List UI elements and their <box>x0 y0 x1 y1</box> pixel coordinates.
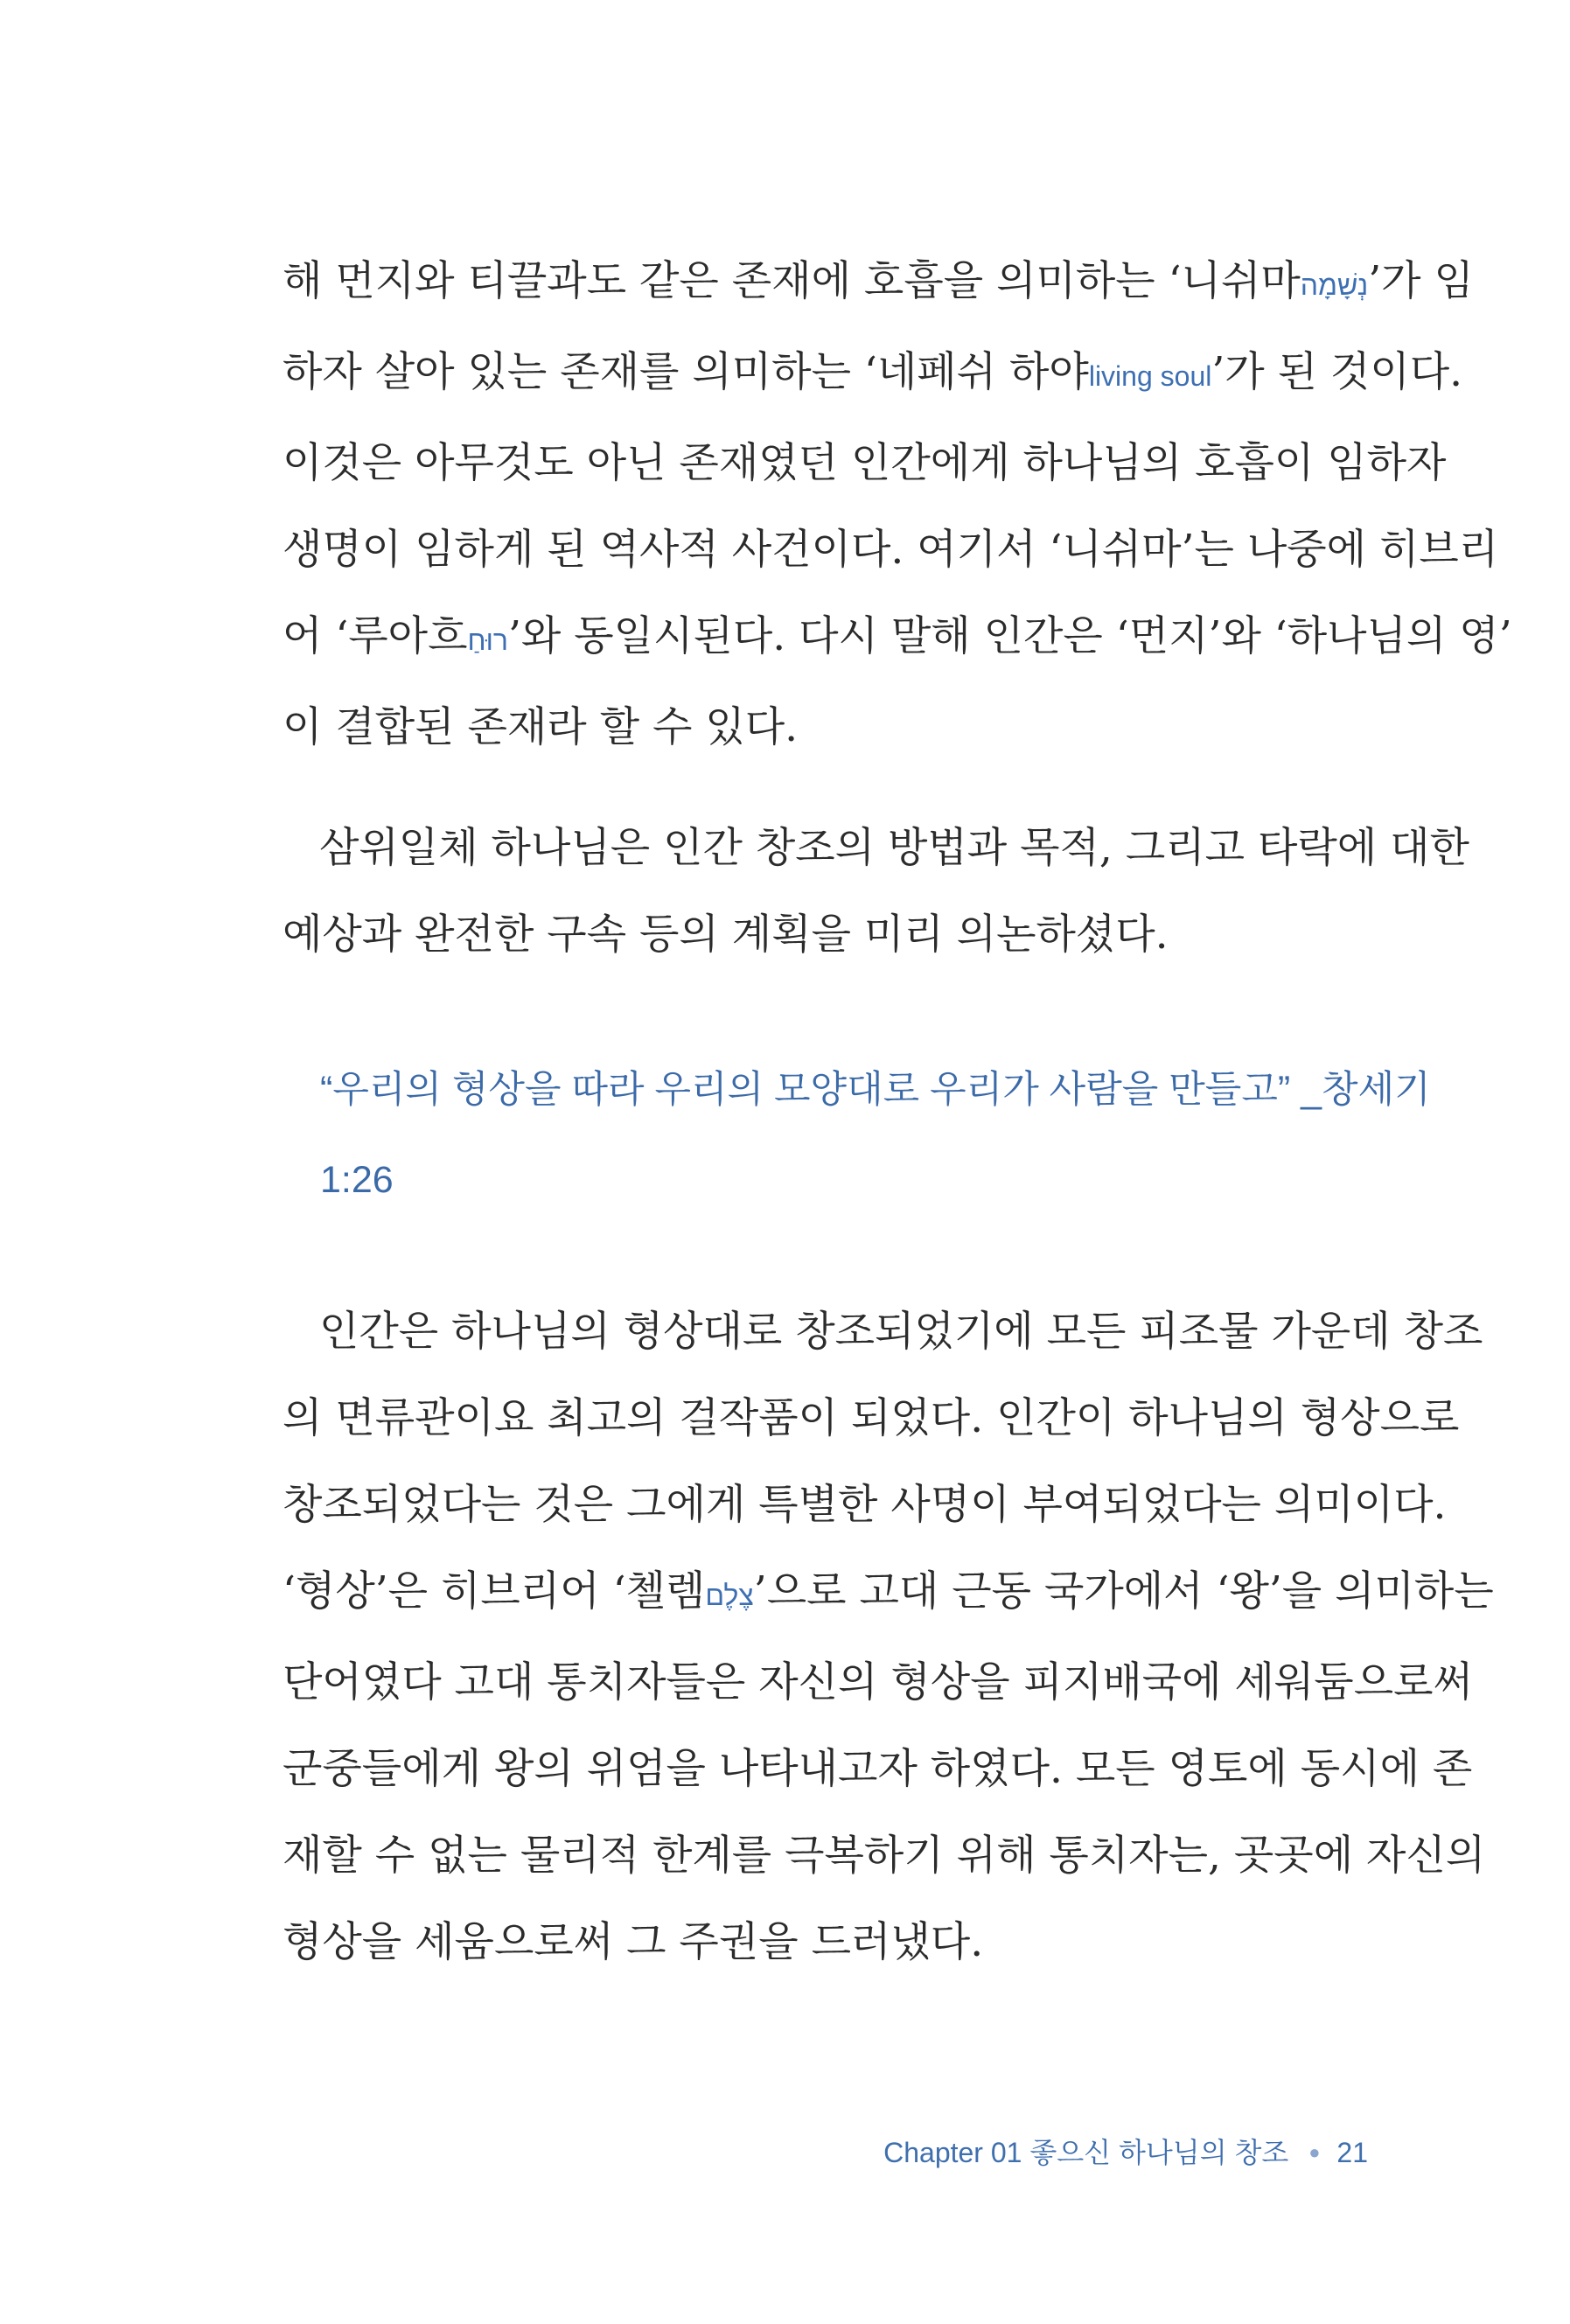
text-run: 해 먼지와 티끌과도 같은 존재에 호흡을 의미하는 ‘니쉬마 <box>283 257 1301 305</box>
hebrew-gloss: נְשָׁמָה <box>1300 269 1369 301</box>
paragraph-line <box>283 329 1463 420</box>
paragraph-line: 군중들에게 왕의 위엄을 나타내고자 하였다. 모든 영토에 동시에 존 <box>283 1745 1473 1793</box>
paragraph-line <box>283 238 1474 329</box>
paragraph-line: 예상과 완전한 구속 등의 계획을 미리 의논하셨다. <box>283 911 1169 959</box>
paragraph-line: 생명이 임하게 된 역사적 사건이다. 여기서 ‘니쉬마’는 나중에 히브리 <box>283 526 1499 574</box>
paragraph-line: 삼위일체 하나님은 인간 창조의 방법과 목적, 그리고 타락에 대한 <box>319 824 1469 872</box>
running-footer <box>883 2131 1368 2171</box>
page-number: 21 <box>1336 2137 1368 2168</box>
paragraph-3 <box>283 1288 1494 1986</box>
text-run: ‘형상’은 히브리어 ‘첼렘 <box>283 1567 706 1616</box>
paragraph-2 <box>283 805 1469 978</box>
paragraph-line <box>283 1548 1494 1639</box>
quote-reference-line: 1:26 <box>320 1159 394 1201</box>
text-run: ’으로 고대 근동 국가에서 ‘왕’을 의미하는 <box>753 1567 1494 1616</box>
paragraph-1 <box>283 238 1512 771</box>
paragraph-line: 단어였다 고대 통치자들은 자신의 형상을 피지배국에 세워둠으로써 <box>283 1658 1473 1706</box>
paragraph-line: 재할 수 없는 물리적 한계를 극복하기 위해 통치자는, 곳곳에 자신의 <box>283 1832 1486 1880</box>
text-run: 하자 살아 있는 존재를 의미하는 ‘네페쉬 하야 <box>283 348 1089 396</box>
text-run: ’가 된 것이다. <box>1211 348 1463 396</box>
text-run: 어 ‘루아흐 <box>283 612 468 660</box>
hebrew-gloss: צֶלֶם <box>705 1580 754 1611</box>
english-gloss: living soul <box>1088 360 1212 392</box>
text-run: ’가 임 <box>1368 257 1474 305</box>
paragraph-line: 창조되었다는 것은 그에게 특별한 사명이 부여되었다는 의미이다. <box>283 1481 1447 1529</box>
paragraph-line: 의 면류관이요 최고의 걸작품이 되었다. 인간이 하나님의 형상으로 <box>283 1394 1460 1442</box>
scripture-quote <box>320 1045 1431 1225</box>
text-run: ’와 동일시된다. 다시 말해 인간은 ‘먼지’와 ‘하나님의 영’ <box>507 612 1512 660</box>
paragraph-line: 인간은 하나님의 형상대로 창조되었기에 모든 피조물 가운데 창조 <box>319 1308 1483 1356</box>
paragraph-line: 이 결합된 존재라 할 수 있다. <box>283 703 799 751</box>
footer-chapter: Chapter 01 <box>883 2137 1022 2168</box>
paragraph-line <box>283 593 1512 684</box>
quote-line: “우리의 형상을 따라 우리의 모양대로 우리가 사람을 만들고” _창세기 <box>320 1069 1431 1111</box>
bullet-icon: ● <box>1308 2141 1321 2163</box>
paragraph-line: 형상을 세움으로써 그 주권을 드러냈다. <box>283 1918 984 1966</box>
hebrew-gloss: רוּחַ <box>467 625 508 656</box>
paragraph-line: 이것은 아무것도 아닌 존재였던 인간에게 하나님의 호흡이 임하자 <box>283 439 1447 487</box>
footer-title: 좋으신 하나님의 창조 <box>1029 2137 1289 2168</box>
